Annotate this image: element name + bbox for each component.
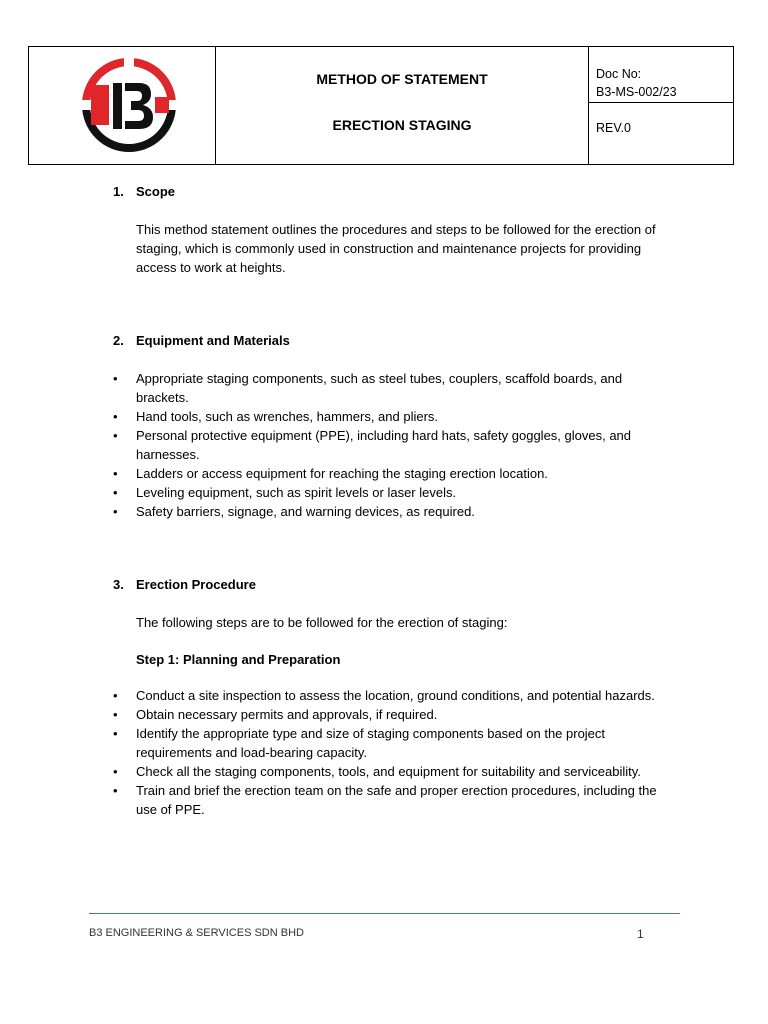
doc-number-label: Doc No: <box>596 67 642 81</box>
company-logo <box>79 55 179 155</box>
section-heading-equipment <box>113 333 290 348</box>
section-number: 2. <box>113 333 124 348</box>
step1-list <box>113 686 678 819</box>
section-title: Scope <box>136 184 176 199</box>
scope-paragraph: This method statement outlines the procedures and steps to be followed for the erection of staging, which is commonly used in construction and maintenance projects for providing access to work at heights. <box>136 222 656 275</box>
revision-cell <box>589 103 733 164</box>
list-item: • Ladders or access equipment for reaching the staging erection location. <box>113 466 548 481</box>
section-title: Equipment and Materials <box>136 333 290 348</box>
equipment-list <box>113 369 678 521</box>
section-heading-scope <box>113 184 175 199</box>
doc-number-value: B3-MS-002/23 <box>596 85 677 99</box>
list-item: • Appropriate staging components, such as steel tubes, couplers, scaffold boards, and brackets. <box>113 371 623 405</box>
logo-cell <box>29 47 216 164</box>
section-title: Erection Procedure <box>136 577 256 592</box>
list-item: • Leveling equipment, such as spirit levels or laser levels. <box>113 485 457 500</box>
step-title: Step 1: Planning and Preparation <box>136 652 341 667</box>
document-subtitle: ERECTION STAGING <box>332 117 472 133</box>
list-item: • Safety barriers, signage, and warning devices, as required. <box>113 504 475 519</box>
list-item: • Hand tools, such as wrenches, hammers, and pliers. <box>113 409 439 424</box>
section-number: 3. <box>113 577 124 592</box>
procedure-intro: The following steps are to be followed for the erection of staging: <box>136 615 508 630</box>
revision-value: REV.0 <box>596 121 631 135</box>
list-item: • Personal protective equipment (PPE), including hard hats, safety goggles, gloves, and harnesses. <box>113 428 632 462</box>
doc-number-cell <box>589 47 733 103</box>
list-item: • Train and brief the erection team on the safe and proper erection procedures, including the use of PPE. <box>113 783 657 817</box>
document-title: METHOD OF STATEMENT <box>316 71 488 87</box>
list-item: • Obtain necessary permits and approvals, if required. <box>113 707 438 722</box>
page-number: 1 <box>637 927 644 941</box>
footer-divider <box>89 913 680 914</box>
list-item: • Identify the appropriate type and size of staging components based on the project requirements and load-bearing capacity. <box>113 726 606 760</box>
section-number: 1. <box>113 184 124 199</box>
section-heading-procedure <box>113 577 256 592</box>
list-item: • Conduct a site inspection to assess the location, ground conditions, and potential hazards. <box>113 688 655 703</box>
title-cell <box>216 47 589 164</box>
list-item: • Check all the staging components, tools, and equipment for suitability and serviceability. <box>113 764 641 779</box>
document-header <box>28 46 734 165</box>
footer-company: B3 ENGINEERING & SERVICES SDN BHD <box>89 927 304 939</box>
